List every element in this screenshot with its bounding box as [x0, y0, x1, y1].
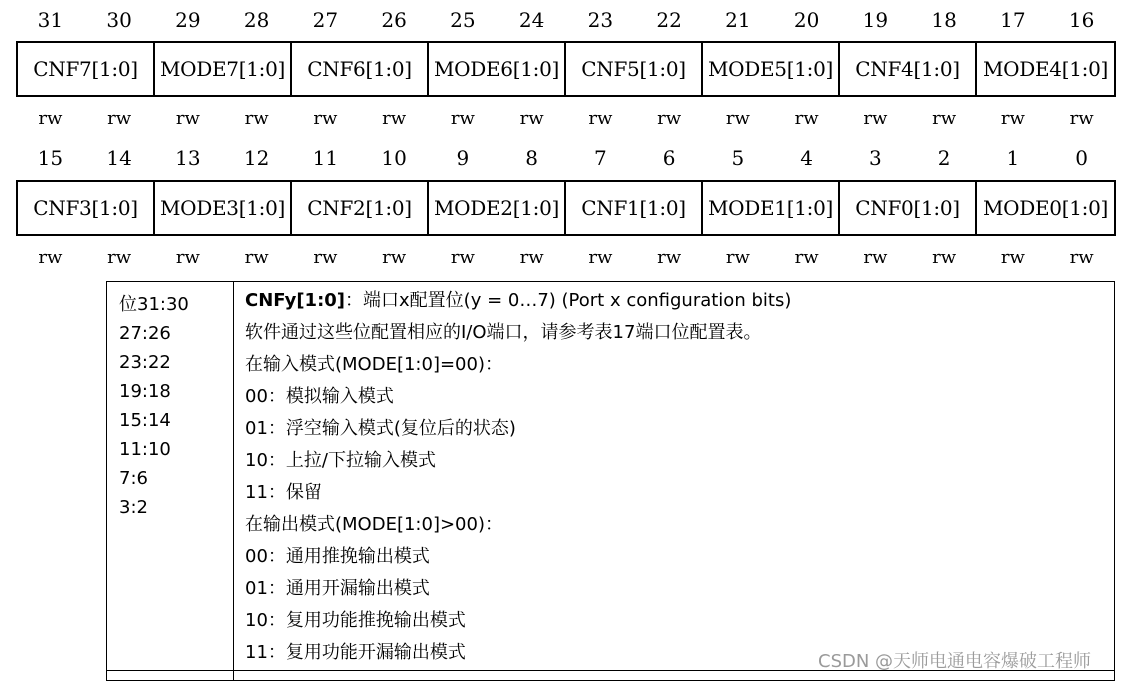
register-field: MODE5[1:0] [703, 43, 840, 95]
bit-number: 23 [587, 8, 614, 32]
bit-number: 30 [106, 8, 132, 32]
column-divider [233, 282, 234, 680]
description-line: 在输入模式(MODE[1:0]=00)： [245, 354, 503, 375]
bit-number: 28 [243, 8, 270, 32]
bit-number: 13 [175, 146, 201, 170]
bit-number: 10 [381, 146, 407, 170]
description-line: 在输出模式(MODE[1:0]>00)： [245, 514, 503, 535]
bit-number: 22 [656, 8, 682, 32]
access-label: rw [932, 247, 957, 268]
bit-number: 11 [312, 146, 339, 170]
bit-position: 27:26 [119, 323, 171, 344]
bit-position: 7:6 [119, 468, 148, 489]
upper-field-row [16, 41, 1116, 97]
bit-number: 1 [1006, 146, 1020, 170]
bit-number: 7 [594, 146, 607, 170]
field-name: CNFy[1:0] [245, 290, 346, 311]
bit-number: 6 [662, 146, 676, 170]
bit-number: 4 [800, 146, 813, 170]
access-label: rw [107, 247, 132, 268]
register-field: CNF4[1:0] [840, 43, 977, 95]
bit-number: 9 [456, 146, 470, 170]
description-line: 00：通用推挽输出模式 [245, 546, 430, 567]
description-line: 01：浮空输入模式(复位后的状态) [245, 418, 516, 439]
bit-number: 26 [381, 8, 407, 32]
access-label: rw [588, 247, 613, 268]
bit-number: 21 [725, 8, 751, 32]
access-label: rw [382, 247, 407, 268]
register-field: CNF1[1:0] [566, 182, 703, 234]
access-label: rw [175, 247, 200, 268]
register-field: MODE2[1:0] [429, 182, 566, 234]
access-label: rw [382, 108, 407, 129]
access-label: rw [175, 108, 200, 129]
access-label: rw [519, 108, 544, 129]
bit-number: 17 [1000, 8, 1026, 32]
register-field: CNF5[1:0] [566, 43, 703, 95]
description-line: 10：复用功能推挽输出模式 [245, 610, 466, 631]
bit-number: 29 [175, 8, 201, 32]
access-label: rw [1069, 108, 1094, 129]
access-label: rw [657, 108, 682, 129]
access-label: rw [38, 247, 63, 268]
bit-number: 18 [931, 8, 957, 32]
bit-number: 27 [312, 8, 339, 32]
lower-access-row [16, 247, 1116, 268]
register-field: CNF0[1:0] [840, 182, 977, 234]
access-label: rw [725, 247, 750, 268]
bit-number: 25 [450, 8, 476, 32]
access-label: rw [450, 247, 475, 268]
bit-number: 15 [37, 146, 64, 170]
bit-number: 14 [106, 146, 132, 170]
bit-number: 16 [1068, 8, 1095, 32]
access-label: rw [1000, 247, 1025, 268]
access-label: rw [1000, 108, 1025, 129]
bit-number: 31 [37, 8, 64, 32]
register-field: MODE7[1:0] [155, 43, 292, 95]
access-label: rw [519, 247, 544, 268]
access-label: rw [863, 108, 888, 129]
lower-bit-numbers [16, 146, 1116, 170]
description-line: 00：模拟输入模式 [245, 386, 394, 407]
bit-position: 23:22 [119, 352, 171, 373]
bit-position: 19:18 [119, 381, 171, 402]
access-label: rw [588, 108, 613, 129]
register-field: MODE4[1:0] [982, 57, 1109, 81]
register-field: CNF6[1:0] [292, 43, 429, 95]
register-field: CNF3[1:0] [18, 182, 155, 234]
upper-bit-numbers [16, 8, 1116, 32]
register-field: CNF2[1:0] [292, 182, 429, 234]
register-field: CNF7[1:0] [18, 43, 155, 95]
bit-number: 24 [518, 8, 545, 32]
bit-number: 12 [243, 146, 270, 170]
description-line: 11：复用功能开漏输出模式 [245, 642, 466, 663]
description-line: 软件通过这些位配置相应的I/O端口，请参考表17端口位配置表。 [245, 322, 762, 343]
access-label: rw [38, 108, 63, 129]
description-line: 01：通用开漏输出模式 [245, 578, 430, 599]
bit-number: 2 [937, 146, 951, 170]
bit-position-list [119, 290, 189, 522]
access-label: rw [313, 108, 338, 129]
bit-number: 3 [869, 146, 882, 170]
access-label: rw [1069, 247, 1094, 268]
field-description-table [106, 281, 1115, 681]
description-text [245, 289, 791, 673]
bit-number: 8 [525, 146, 538, 170]
bit-position: 3:2 [119, 497, 148, 518]
upper-access-row [16, 108, 1116, 129]
bit-number: 5 [731, 146, 745, 170]
bit-position: 15:14 [119, 410, 171, 431]
bit-position: 位31:30 [119, 294, 189, 315]
access-label: rw [244, 247, 269, 268]
access-label: rw [450, 108, 475, 129]
register-field: MODE3[1:0] [155, 182, 292, 234]
bit-number: 19 [862, 8, 889, 32]
description-line: 11：保留 [245, 482, 322, 503]
bit-number: 20 [793, 8, 820, 32]
access-label: rw [725, 108, 750, 129]
bit-position: 11:10 [119, 439, 171, 460]
bit-number: 0 [1075, 146, 1088, 170]
access-label: rw [794, 108, 819, 129]
description-line: 10：上拉/下拉输入模式 [245, 450, 436, 471]
access-label: rw [107, 108, 132, 129]
access-label: rw [932, 108, 957, 129]
register-field: MODE1[1:0] [703, 182, 840, 234]
register-field: MODE0[1:0] [982, 196, 1109, 220]
register-field: MODE6[1:0] [429, 43, 566, 95]
access-label: rw [244, 108, 269, 129]
access-label: rw [313, 247, 338, 268]
lower-field-row [16, 180, 1116, 236]
description-title [245, 289, 791, 321]
field-title: ：端口x配置位(y = 0…7) (Port x configuration bits) [345, 290, 792, 311]
access-label: rw [657, 247, 682, 268]
access-label: rw [794, 247, 819, 268]
watermark: CSDN @天师电通电容爆破工程师 [818, 651, 1092, 672]
access-label: rw [863, 247, 888, 268]
